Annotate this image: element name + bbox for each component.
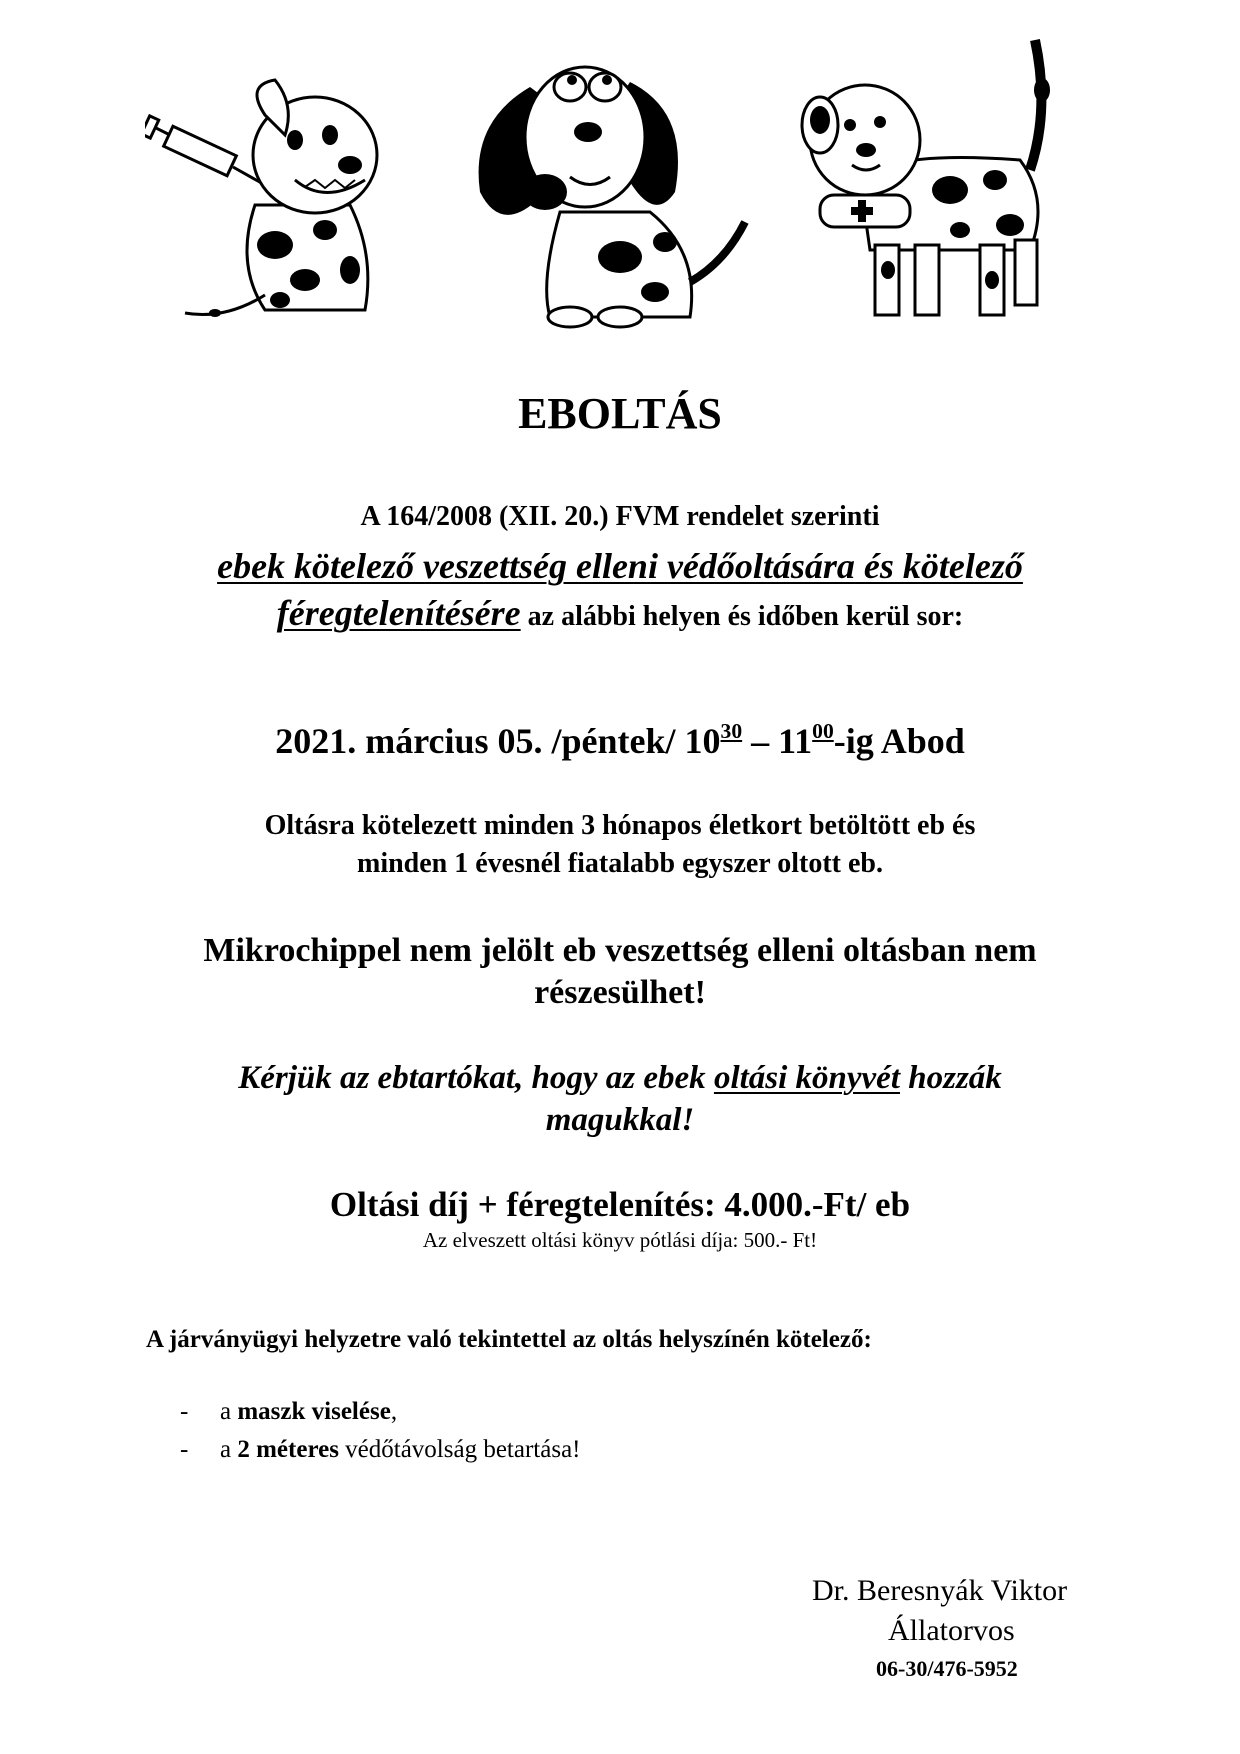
schedule-dash: – 11 — [742, 721, 813, 761]
vaccination-fee: Oltási díj + féregtelenítés: 4.000.-Ft/ eb — [329, 1185, 911, 1224]
regulation-reference: A 164/2008 (XII. 20.) FVM rendelet szerinti — [360, 501, 880, 532]
schedule-place: -ig Abod — [833, 721, 965, 761]
owner-request: magukkal! — [545, 1102, 695, 1138]
regulation-location-text: az alábbi helyen és időben kerül sor: — [520, 601, 964, 632]
sitting-spotted-puppy-illustration — [460, 42, 750, 332]
standing-dog-with-bandage-illustration — [780, 30, 1080, 330]
microchip-warning: részesülhet! — [534, 974, 706, 1011]
list-item-text: a — [220, 1398, 238, 1425]
eligibility-line: Oltásra kötelezett minden 3 hónapos életkort betöltött eb és — [264, 810, 976, 841]
signature-phone: 06-30/476-5952 — [876, 1656, 1018, 1681]
deworming-emphasis: féregtelenítésére — [276, 593, 521, 633]
regulation-subject-line: ebek kötelező veszettség elleni védőoltására és kötelező — [217, 546, 1023, 586]
list-item — [180, 1398, 397, 1426]
owner-request-text: hozzák — [900, 1060, 1002, 1096]
owner-request — [0, 1060, 1240, 1097]
signature-name: Dr. Beresnyák Viktor — [812, 1574, 1068, 1607]
list-item-text: a — [220, 1436, 238, 1463]
schedule-date: 2021. március 05. /péntek/ 10 — [275, 721, 721, 761]
sitting-spotted-puppy-icon — [460, 42, 750, 332]
eligibility-line: minden 1 évesnél fiatalabb egyszer oltott eb. — [357, 848, 883, 879]
list-item-emphasis: 2 méteres — [237, 1436, 339, 1463]
microchip-warning: Mikrochippel nem jelölt eb veszettség elleni oltásban nem — [203, 932, 1037, 969]
end-minutes: 00 — [812, 718, 834, 743]
standing-dog-with-bandage-icon — [780, 30, 1080, 330]
list-item-text: , — [390, 1398, 398, 1425]
list-item-emphasis: maszk viselése — [237, 1398, 391, 1425]
epidemic-requirements-heading: A járványügyi helyzetre való tekintettel az oltás helyszínén kötelező: — [146, 1326, 872, 1353]
list-item — [180, 1436, 581, 1464]
signature-title: Állatorvos — [888, 1614, 1015, 1647]
list-dash: - — [180, 1398, 189, 1425]
vaccination-book-emphasis: oltási könyvét — [713, 1060, 900, 1096]
page-title: EBOLTÁS — [518, 389, 722, 438]
owner-request-text: Kérjük az ebtartókat, hogy az ebek — [238, 1060, 714, 1096]
replacement-fee-note: Az elveszett oltási könyv pótlási díja: 500.- Ft! — [422, 1228, 818, 1252]
list-item-text: védőtávolság betartása! — [338, 1436, 581, 1463]
dalmatian-with-syringe-illustration — [145, 55, 395, 325]
regulation-subject-line-continued — [0, 592, 1240, 634]
start-minutes: 30 — [720, 718, 743, 743]
dalmatian-with-syringe-icon — [145, 55, 395, 325]
list-dash: - — [180, 1436, 189, 1463]
vaccination-schedule — [0, 720, 1240, 762]
